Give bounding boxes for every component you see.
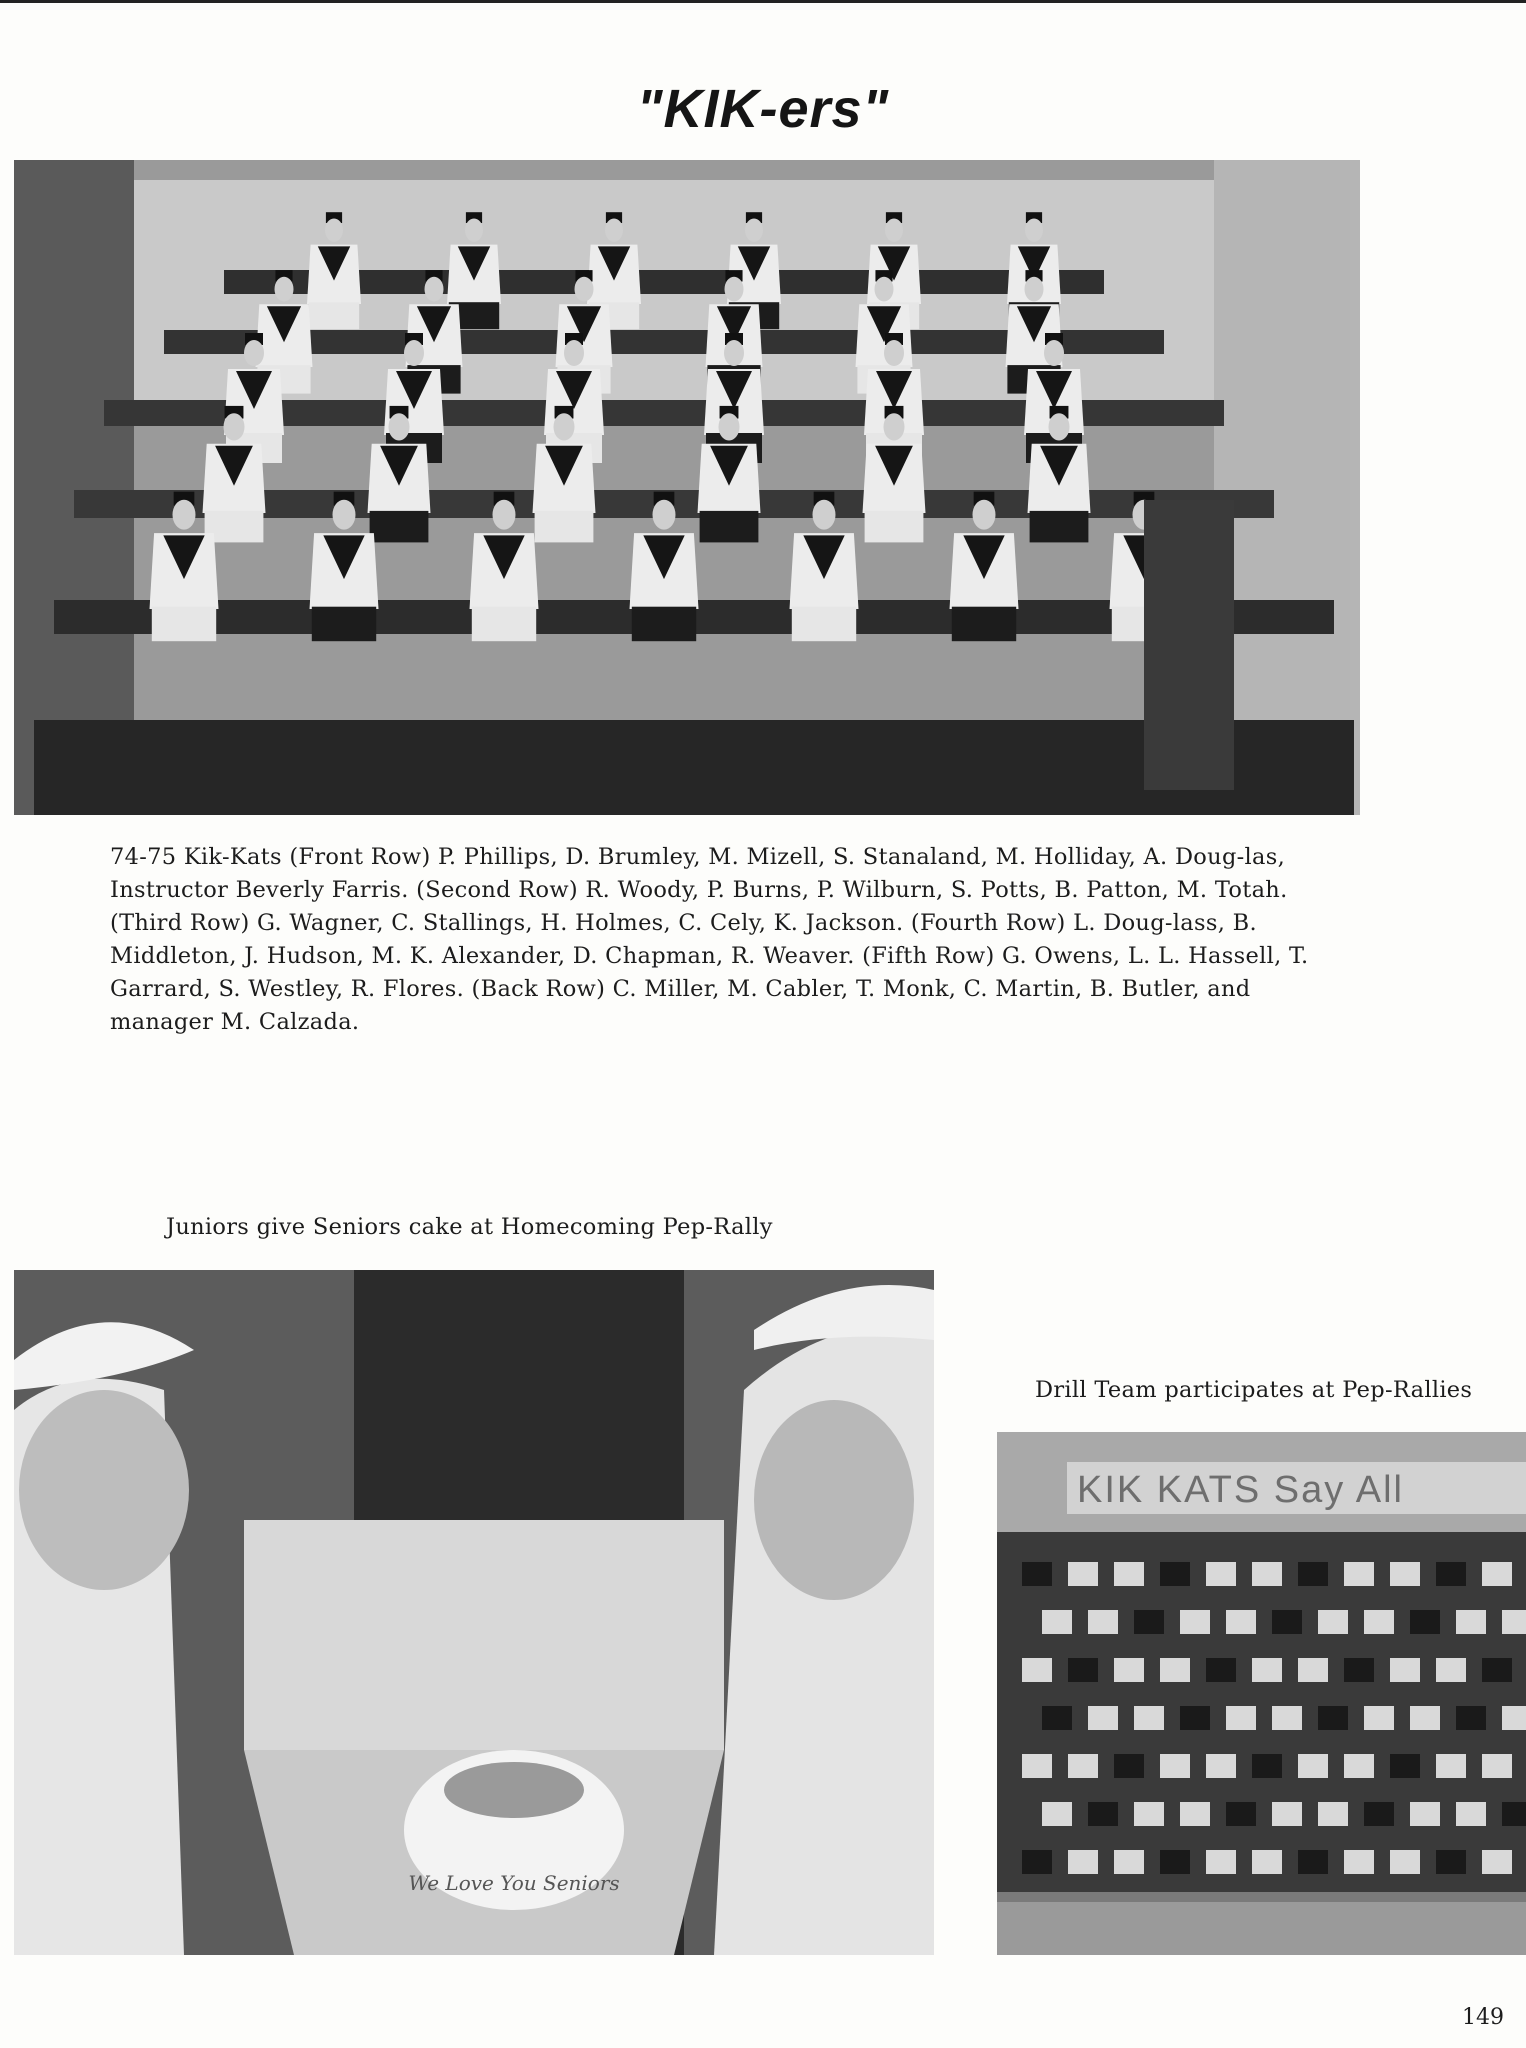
team-photo-illustration [14,160,1360,815]
banner-text: KIK KATS Say All [1077,1469,1404,1511]
page-top-rule [0,0,1526,3]
cake-photo [14,1270,934,1955]
team-photo [14,160,1360,815]
cake-writing: We Love You Seniors [408,1871,620,1895]
drill-photo [997,1432,1526,1955]
drill-photo-illustration [997,1432,1526,1955]
drill-photo-caption: Drill Team participates at Pep-Rallies [1035,1377,1473,1403]
team-photo-caption: 74-75 Kik-Kats (Front Row) P. Phillips, D. Brumley, M. Mizell, S. Stanaland, M. Holliday, A. Doug-las, Instructor Beverly Farris. (Second Row) R. Woody, P. Burns, P. Wilburn, S. Potts, B. Patton, M. Totah. (Third Row) G. Wagner, C. Stallings, H. Holmes, C. Cely, K. Jackson. (Fourth Row) L. Doug-lass, B. Middleton, J. Hudson, M. K. Alexander, D. Chapman, R. Weaver. (Fifth Row) G. Owens, L. L. Hassell, T. Garrard, S. Westley, R. Flores. (Back Row) C. Miller, M. Cabler, T. Monk, C. Martin, B. Butler, and manager M. Calzada. [110,844,1309,1035]
cake-photo-illustration [14,1270,934,1955]
page-number: 149 [1462,2005,1504,2030]
page-title: "KIK-ers" [636,79,890,139]
cake-photo-caption: Juniors give Seniors cake at Homecoming Pep-Rally [166,1214,773,1240]
